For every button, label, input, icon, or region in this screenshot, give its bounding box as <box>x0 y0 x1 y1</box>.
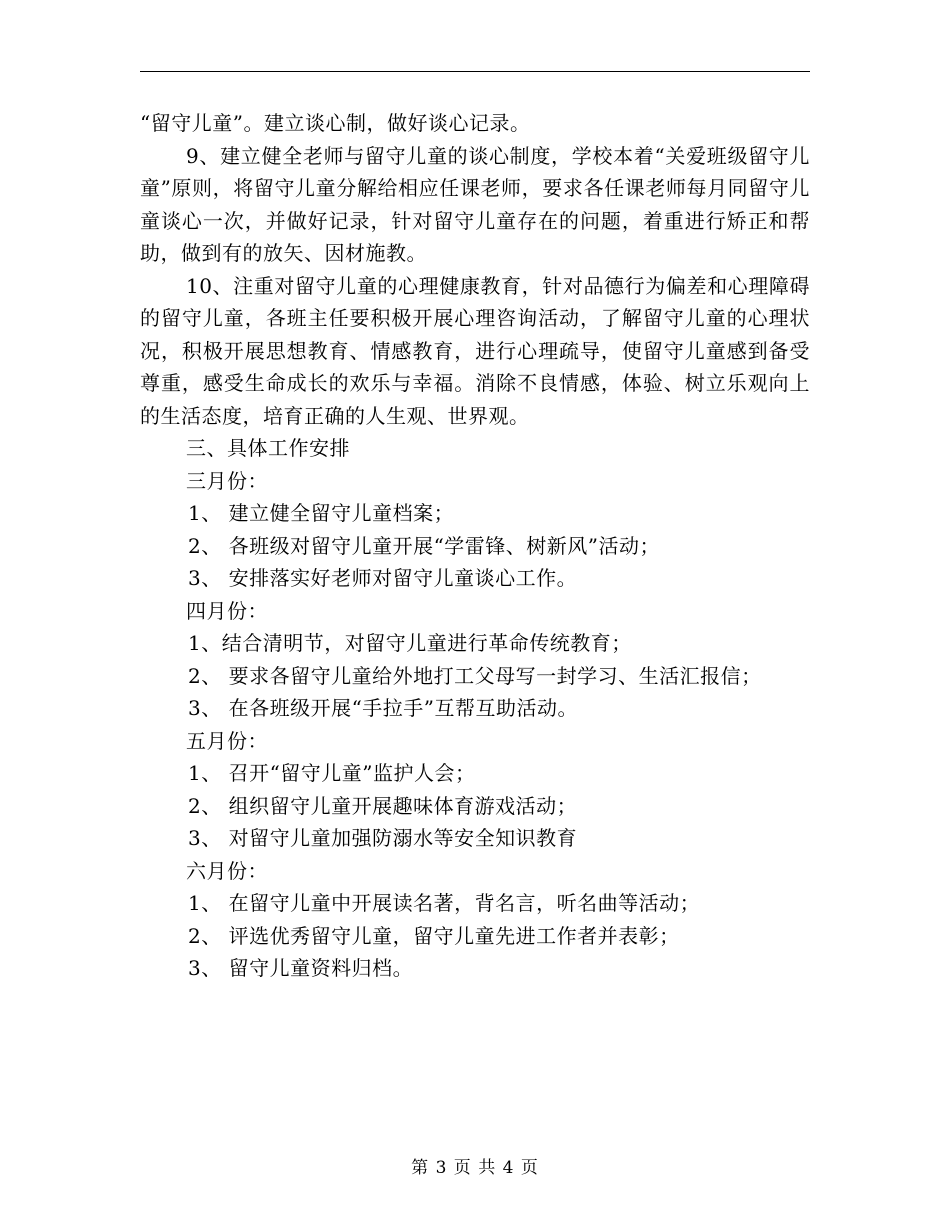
paragraph-item-10: 10、注重对留守儿童的心理健康教育，针对品德行为偏差和心理障碍的留守儿童，各班主任要积极开展心理咨询活动，了解留守儿童的心理状况，积极开展思想教育、情感教育，进行心理疏导，使留守儿童感到备受尊重，感受生命成长的欢乐与幸福。消除不良情感，体验、树立乐观向上的生活态度，培育正确的人生观、世界观。 <box>140 273 810 428</box>
month-label-march: 三月份： <box>186 468 268 493</box>
list-item: 3、 留守儿童资料归档。 <box>188 956 414 980</box>
month-label-may: 五月份： <box>186 728 268 753</box>
list-item: 3、 在各班级开展“手拉手”互帮互助活动。 <box>188 696 579 720</box>
header-rule <box>140 71 810 72</box>
list-item: 2、 要求各留守儿童给外地打工父母写一封学习、生活汇报信； <box>188 663 762 688</box>
month-label-june: 六月份： <box>186 858 268 883</box>
list-item: 2、 评选优秀留守儿童，留守儿童先进工作者并表彰； <box>188 923 680 948</box>
document-body <box>140 107 810 985</box>
list-item: 3、 对留守儿童加强防溺水等安全知识教育 <box>188 826 578 850</box>
section-heading: 三、具体工作安排 <box>186 436 350 460</box>
list-item: 1、 召开“留守儿童”监护人会； <box>188 761 476 785</box>
list-item: 1、 建立健全留守儿童档案； <box>188 501 455 525</box>
paragraph-continuation: “留守儿童”。建立谈心制，做好谈心记录。 <box>140 111 531 135</box>
month-label-april: 四月份： <box>186 598 268 623</box>
list-item: 1、结合清明节，对留守儿童进行革命传统教育； <box>188 631 632 655</box>
page-number-footer: 第 3 页 共 4 页 <box>411 1158 539 1178</box>
list-item: 1、 在留守儿童中开展读名著，背名言，听名曲等活动； <box>188 891 701 915</box>
list-item: 3、 安排落实好老师对留守儿童谈心工作。 <box>188 566 578 590</box>
list-item: 2、 组织留守儿童开展趣味体育游戏活动； <box>188 793 578 818</box>
list-item: 2、 各班级对留守儿童开展“学雷锋、树新风”活动； <box>188 533 661 558</box>
paragraph-item-9: 9、建立健全老师与留守儿童的谈心制度，学校本着“关爱班级留守儿童”原则，将留守儿童分解给相应任课老师，要求各任课老师每月同留守儿童谈心一次，并做好记录，针对留守儿童存在的问题，着重进行矫正和帮助，做到有的放矢、因材施教。 <box>140 143 810 265</box>
